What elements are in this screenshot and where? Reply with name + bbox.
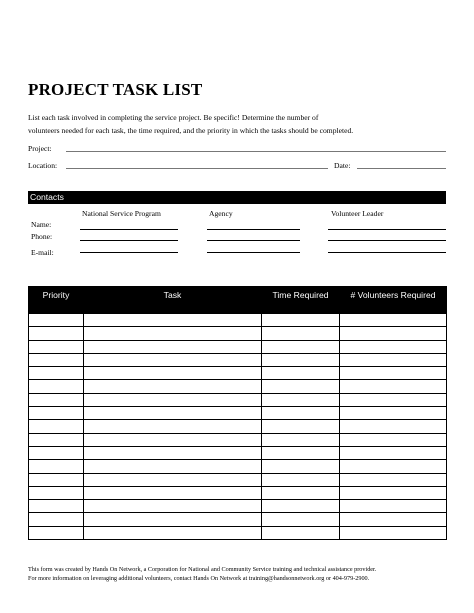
table-row [29,353,447,366]
time-cell[interactable] [262,353,340,366]
volunteers-cell[interactable] [340,327,447,340]
email-program-field[interactable] [80,252,178,253]
time-cell[interactable] [262,513,340,526]
task-cell[interactable] [84,420,262,433]
date-label: Date: [334,161,351,170]
time-cell[interactable] [262,393,340,406]
date-field[interactable] [357,168,446,169]
priority-cell[interactable] [29,433,84,446]
instructions-line-2: volunteers needed for each task, the time required, and the priority in which the tasks should be completed. [28,126,354,135]
table-row [29,446,447,459]
contacts-header-bar [28,191,446,204]
contacts-col-agency: Agency [209,209,233,218]
task-cell[interactable] [84,353,262,366]
volunteers-cell[interactable] [340,460,447,473]
footer [28,566,458,583]
volunteers-cell[interactable] [340,367,447,380]
priority-cell[interactable] [29,446,84,459]
name-agency-field[interactable] [207,229,300,230]
page-title: PROJECT TASK LIST [28,80,203,99]
time-cell[interactable] [262,433,340,446]
table-row [29,513,447,526]
time-cell[interactable] [262,526,340,539]
email-agency-field[interactable] [207,252,300,253]
priority-cell[interactable] [29,407,84,420]
header-time-required: Time Required [262,287,340,314]
task-cell[interactable] [84,393,262,406]
email-leader-field[interactable] [328,252,446,253]
table-row [29,407,447,420]
time-cell[interactable] [262,380,340,393]
priority-cell[interactable] [29,327,84,340]
time-cell[interactable] [262,486,340,499]
task-cell[interactable] [84,327,262,340]
header-priority: Priority [29,287,84,314]
footer-line-1: This form was created by Hands On Network, a Corporation for National and Community Service training and technical assistance provider. [28,566,377,573]
project-field[interactable] [66,151,446,152]
priority-cell[interactable] [29,393,84,406]
priority-cell[interactable] [29,420,84,433]
table-row [29,420,447,433]
volunteers-cell[interactable] [340,446,447,459]
task-cell[interactable] [84,446,262,459]
volunteers-cell[interactable] [340,353,447,366]
priority-cell[interactable] [29,473,84,486]
contacts-heading: Contacts [30,192,64,202]
volunteers-cell[interactable] [340,340,447,353]
contacts-col-volunteer-leader: Volunteer Leader [331,209,384,218]
contacts-row-phone: Phone: [31,232,53,241]
table-row [29,473,447,486]
task-cell[interactable] [84,473,262,486]
volunteers-cell[interactable] [340,420,447,433]
volunteers-cell[interactable] [340,380,447,393]
time-cell[interactable] [262,420,340,433]
time-cell[interactable] [262,340,340,353]
name-leader-field[interactable] [328,229,446,230]
location-label: Location: [28,161,58,170]
table-row [29,486,447,499]
table-row [29,314,447,327]
contacts-row-name: Name: [31,220,52,229]
name-program-field[interactable] [80,229,178,230]
time-cell[interactable] [262,367,340,380]
table-row [29,340,447,353]
time-cell[interactable] [262,460,340,473]
priority-cell[interactable] [29,314,84,327]
priority-cell[interactable] [29,486,84,499]
table-row [29,500,447,513]
time-cell[interactable] [262,314,340,327]
instructions [28,111,448,137]
table-row [29,526,447,539]
priority-cell[interactable] [29,367,84,380]
header-task: Task [84,287,262,314]
contacts-col-program: National Service Program [82,209,161,218]
table-row [29,460,447,473]
volunteers-cell[interactable] [340,500,447,513]
location-field[interactable] [66,168,328,169]
table-row [29,327,447,340]
task-cell[interactable] [84,526,262,539]
volunteers-cell[interactable] [340,433,447,446]
priority-cell[interactable] [29,340,84,353]
volunteers-cell[interactable] [340,314,447,327]
time-cell[interactable] [262,500,340,513]
volunteers-cell[interactable] [340,526,447,539]
contacts-row-email: E-mail: [31,248,54,257]
time-cell[interactable] [262,473,340,486]
phone-leader-field[interactable] [328,240,446,241]
table-row [29,380,447,393]
header-volunteers-required: # Volunteers Required [340,287,447,314]
priority-cell[interactable] [29,526,84,539]
task-cell[interactable] [84,433,262,446]
task-table-container [28,286,446,550]
instructions-line-1: List each task involved in completing the service project. Be specific! Determine the number of [28,113,319,122]
task-cell[interactable] [84,486,262,499]
time-cell[interactable] [262,407,340,420]
project-label: Project: [28,144,52,153]
volunteers-cell[interactable] [340,407,447,420]
priority-cell[interactable] [29,460,84,473]
task-cell[interactable] [84,460,262,473]
phone-agency-field[interactable] [207,240,300,241]
task-cell[interactable] [84,513,262,526]
table-row [29,393,447,406]
task-cell[interactable] [84,380,262,393]
task-cell[interactable] [84,314,262,327]
task-cell[interactable] [84,340,262,353]
table-row [29,433,447,446]
volunteers-cell[interactable] [340,393,447,406]
footer-line-2: For more information on leveraging additional volunteers, contact Hands On Network at training@handsonnetwork.org or 404-979-2900. [28,574,370,582]
table-row [29,367,447,380]
task-table [28,286,447,540]
priority-cell[interactable] [29,500,84,513]
time-cell[interactable] [262,446,340,459]
task-cell[interactable] [84,407,262,420]
priority-cell[interactable] [29,513,84,526]
priority-cell[interactable] [29,353,84,366]
task-cell[interactable] [84,367,262,380]
task-cell[interactable] [84,500,262,513]
priority-cell[interactable] [29,380,84,393]
time-cell[interactable] [262,327,340,340]
volunteers-cell[interactable] [340,473,447,486]
volunteers-cell[interactable] [340,513,447,526]
phone-program-field[interactable] [80,240,178,241]
volunteers-cell[interactable] [340,486,447,499]
task-table-header-row [29,287,447,314]
